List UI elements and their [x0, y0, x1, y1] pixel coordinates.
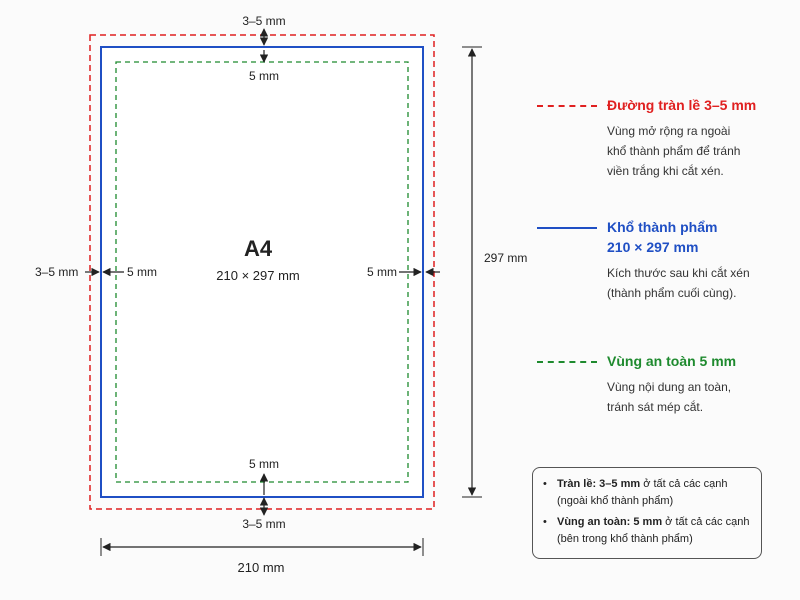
- safe-bottom-label: 5 mm: [249, 457, 279, 471]
- note-bleed-text2: (ngoài khổ thành phẩm): [557, 495, 674, 507]
- legend-trim-line: [537, 227, 597, 229]
- legend-bleed-desc-line: viền trắng khi cắt xén.: [607, 164, 724, 178]
- legend-trim-title: Khổ thành phẩm: [607, 219, 718, 235]
- safe-left-label: 5 mm: [127, 265, 157, 279]
- legend-safe-line: [537, 361, 597, 363]
- legend-bleed-title: Đường tràn lề 3–5 mm: [607, 97, 757, 113]
- note-bleed-label: Tràn lề: 3–5 mm: [557, 478, 641, 490]
- sheet-size: 210 × 297 mm: [216, 268, 300, 283]
- note-bleed-text: ở tất cả các cạnh: [640, 478, 728, 490]
- legend-trim-desc-line: Kích thước sau khi cắt xén: [607, 266, 750, 280]
- legend-safe-desc: [607, 377, 797, 417]
- note-safe-label: Vùng an toàn: 5 mm: [557, 516, 663, 528]
- note-bleed: [541, 476, 753, 510]
- legend-safe-title: Vùng an toàn 5 mm: [607, 353, 737, 369]
- legend-safe-desc-line: tránh sát mép cắt.: [607, 400, 704, 414]
- safe-right-label: 5 mm: [367, 265, 397, 279]
- height-label: 297 mm: [484, 251, 528, 265]
- bullet-icon: •: [543, 516, 547, 528]
- legend-bleed-line: [537, 105, 597, 107]
- bleed-top-label: 3–5 mm: [242, 14, 286, 28]
- legend-safe-desc-line: Vùng nội dung an toàn,: [607, 380, 732, 394]
- bleed-left-label: 3–5 mm: [35, 265, 79, 279]
- legend-trim-desc: [607, 263, 797, 303]
- legend-bleed-desc-line: Vùng mở rộng ra ngoài: [607, 124, 731, 138]
- note-safe-text: ở tất cả các cạnh: [662, 516, 750, 528]
- note-safe-text2: (bên trong khổ thành phẩm): [557, 533, 693, 545]
- bleed-bottom-label: 3–5 mm: [242, 517, 286, 531]
- safe-top-label: 5 mm: [249, 69, 279, 83]
- sheet-name: A4: [243, 236, 273, 261]
- legend-bleed-desc: [607, 121, 797, 181]
- legend-bleed-desc-line: khổ thành phẩm để tránh: [607, 144, 741, 158]
- notes-box: [532, 467, 762, 559]
- legend-trim-desc-line: (thành phẩm cuối cùng).: [607, 286, 737, 300]
- bullet-icon: •: [543, 478, 547, 490]
- legend-trim-size: 210 × 297 mm: [607, 239, 699, 255]
- note-safe: [541, 514, 753, 548]
- width-label: 210 mm: [237, 560, 285, 575]
